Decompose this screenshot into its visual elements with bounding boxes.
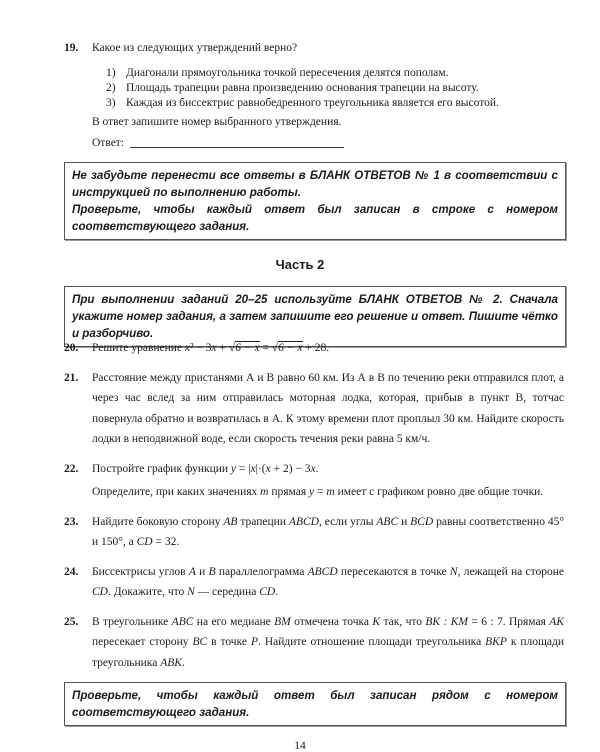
text-segment: равны соответственно 45° и 150°, а [92, 515, 564, 548]
notice-line-1: Не забудьте перенести все ответы в БЛАНК ОТВЕТОВ № 1 в соответствии с инструкцией по выполнению работы. [72, 169, 558, 199]
text-segment: . [275, 586, 279, 598]
text-segment: − 3 [193, 342, 212, 354]
question-number: 19. [64, 42, 79, 54]
question-text [92, 459, 564, 480]
question-25 [0, 612, 600, 674]
text-segment: . [181, 656, 185, 669]
text-segment: В треугольнике [92, 615, 172, 628]
part-title: Часть 2 [275, 257, 325, 272]
option-1 [106, 66, 448, 81]
math-variable: N [187, 586, 195, 598]
question-22 [0, 459, 600, 503]
option-3 [106, 96, 499, 111]
math-variable: BM [274, 615, 291, 628]
instruction: В ответ запишите номер выбранного утверждения. [92, 116, 342, 128]
math-variable: x [265, 462, 271, 475]
text-segment: = | [236, 462, 251, 475]
question-number: 23. [64, 515, 79, 528]
text-segment: и [195, 565, 209, 578]
text-segment: Расстояние между пристанями А и В равно 60 км. Из А в В по течению реки отправился плот, а через час вслед за ним отправилась моторная лодка, которая, прибыв в пункт В, тотчас повернула обратно и возвратилась в А. К этому времени плот проплыл 30 км. Найдите скорость лодки в неподвижной воде, если скорость течения реки равна 5 км/ч. [92, 371, 564, 445]
text-segment: пересекает сторону [92, 636, 193, 648]
text-segment: = √ [259, 342, 279, 354]
text-segment: = 32. [152, 536, 180, 548]
math-variable: ABK [160, 656, 182, 669]
text-segment: в точке [207, 636, 251, 648]
text-segment: пересекаются в точке [337, 565, 450, 578]
text-segment: так, что [380, 615, 426, 628]
math-variable: A [188, 565, 196, 578]
math-variable: K [372, 615, 381, 628]
answer-field[interactable] [130, 147, 344, 148]
question-text [92, 368, 564, 450]
math-variable: N [449, 565, 458, 578]
math-variable: ABCD [288, 515, 319, 528]
text-segment: Решите уравнение [92, 342, 185, 354]
text-segment: + √ [216, 342, 236, 354]
math-variable: m [260, 486, 269, 498]
question-text [92, 512, 564, 553]
text-segment: Биссектрисы углов [92, 565, 189, 578]
text-segment: — середина [194, 586, 260, 598]
text-segment: параллелограмма [215, 565, 308, 578]
text-segment: + 28. [302, 342, 330, 354]
notice-line-2: Проверьте, чтобы каждый ответ был записан в строке с номером соответствующего задания. [72, 203, 558, 233]
math-variable: AB [223, 515, 238, 528]
text-segment: . Найдите отношение площади треугольника [257, 636, 486, 648]
text-segment: , если углы [318, 515, 377, 528]
answer-row [92, 137, 344, 149]
math-variable: m [326, 486, 335, 498]
answer-label: Ответ: [92, 137, 125, 149]
question-23 [0, 512, 600, 553]
option-number: 2) [106, 82, 116, 94]
notice-box-1 [64, 162, 566, 240]
math-variable: BK : KM [425, 615, 468, 628]
math-variable: CD [92, 586, 108, 598]
text-segment: , лежащей на стороне [457, 565, 564, 578]
text-segment: Найдите боковую сторону [92, 515, 224, 528]
notice-text: При выполнении заданий 20–25 используйте БЛАНК ОТВЕТОВ № 2. Сначала укажите номер задания, а затем запишите его решение и ответ. Пишите чётко и разборчиво. [72, 293, 558, 340]
math-variable: AK [549, 615, 564, 628]
text-segment: |·( [255, 462, 266, 475]
question-number: 22. [64, 462, 79, 475]
text-segment: = 6 : 7. Прямая [467, 615, 550, 628]
text-segment: имеет с графиком ровно две общие точки. [334, 486, 544, 498]
text-segment: Постройте график функции [92, 462, 231, 475]
math-variable: P [250, 636, 258, 648]
text-segment: . Докажите, что [107, 586, 188, 598]
text-segment: отмечена точка [290, 615, 373, 628]
option-text: Площадь трапеции равна произведению основания трапеции на высоту. [126, 82, 479, 94]
math-variable: y [230, 462, 237, 475]
text-segment: = [314, 486, 327, 498]
math-variable: ABC [376, 515, 399, 528]
question-number: 25. [64, 615, 79, 628]
text-segment: . [315, 462, 319, 475]
option-text: Каждая из биссектрис равнобедренного треугольника является его высотой. [126, 97, 499, 109]
math-variable: x [184, 342, 191, 354]
text-segment: на его медиане [193, 615, 275, 628]
question-text: Какое из следующих утверждений верно? [92, 42, 298, 54]
text-segment: + 2) − 3 [270, 462, 311, 475]
sqrt-radicand: 6 − x [235, 342, 260, 354]
question-number: 24. [64, 565, 79, 578]
question-number: 20. [64, 342, 79, 354]
text-segment: и [398, 515, 411, 528]
math-variable: ABCD [307, 565, 338, 578]
option-2 [106, 81, 479, 96]
notice-text: Проверьте, чтобы каждый ответ был записан рядом с номером соответствующего задания. [72, 689, 558, 719]
question-text [92, 562, 564, 603]
text-segment: ² [190, 342, 194, 354]
question-21 [0, 368, 600, 450]
questions-list [0, 338, 600, 752]
text-segment: трапеции [237, 515, 289, 528]
math-variable: BKP [485, 636, 507, 648]
question-text [92, 338, 564, 359]
question-number: 21. [64, 371, 79, 384]
text-segment: прямая [268, 486, 310, 498]
math-variable: CD [259, 586, 276, 598]
page-number: 14 [294, 740, 306, 752]
math-variable: BCD [410, 515, 434, 528]
text-segment: Определите, при каких значениях [92, 486, 261, 498]
question-text [92, 612, 564, 674]
question-24 [0, 562, 600, 603]
math-variable: x [310, 462, 316, 475]
math-variable: x [250, 462, 256, 475]
math-variable: CD [136, 536, 153, 548]
math-variable: y [309, 486, 315, 498]
text-segment: к площади треугольника [92, 636, 564, 669]
math-variable: ABC [171, 615, 194, 628]
notice-box-3 [64, 682, 566, 726]
math-variable: x [211, 342, 217, 354]
math-variable: B [208, 565, 216, 578]
option-number: 1) [106, 67, 116, 79]
question-20 [0, 338, 600, 359]
question-subtext [92, 482, 564, 503]
option-number: 3) [106, 97, 116, 109]
option-text: Диагонали прямоугольника точкой пересечения делятся пополам. [126, 67, 449, 79]
math-variable: BC [192, 636, 208, 648]
sqrt-radicand: 6 − x [278, 342, 303, 354]
